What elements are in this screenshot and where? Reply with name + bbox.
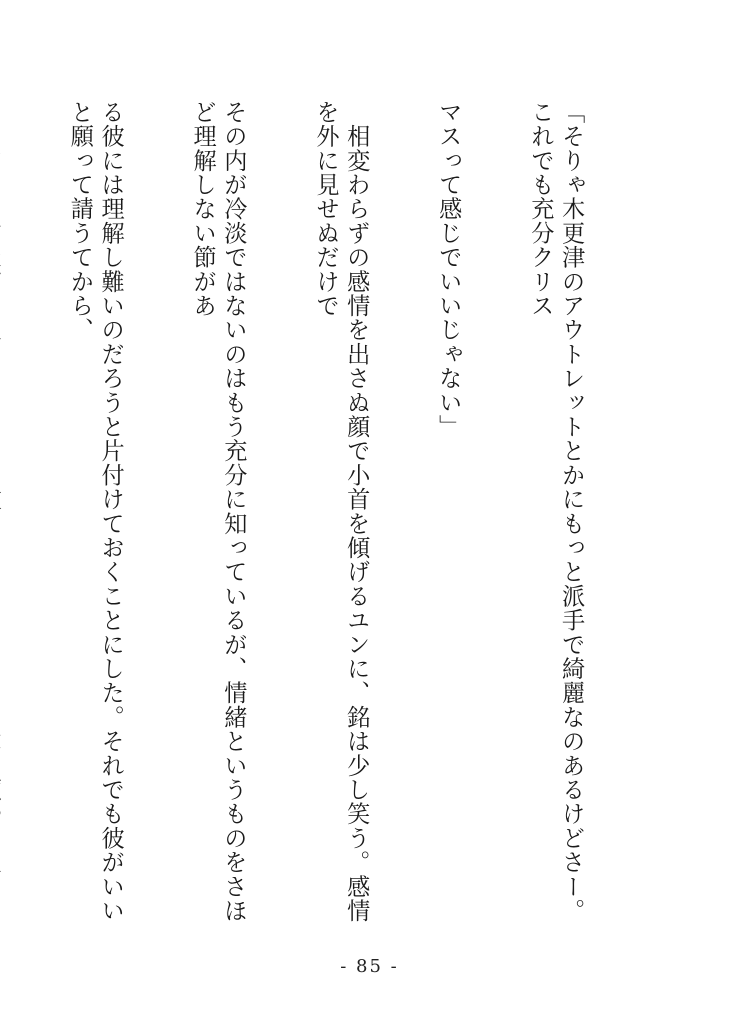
page-number: - 85 - [340,956,399,977]
text-line: 相変わらずの感情を出さぬ顔で小首を傾げるユンに、銘は少し笑う。感情を外に見せぬだけで [311,100,370,923]
text-line: その内が冷淡ではないのはもう充分に知っているが、情緒というものをさほど理解しない節があ [189,100,247,923]
text-line: マスって感じでいいじゃない」 [434,100,462,439]
body-text [0,100,647,940]
text-line: る彼には理解し難いのだろうと片付けておくことにした。それでも彼がいいと願って請うてから、 [66,100,125,923]
text-line [0,100,2,940]
text-line: 「そりゃ木更津のアウトレットとかにもっと派手で綺麗なのあるけどさー。これでも充分クリス [526,100,585,923]
